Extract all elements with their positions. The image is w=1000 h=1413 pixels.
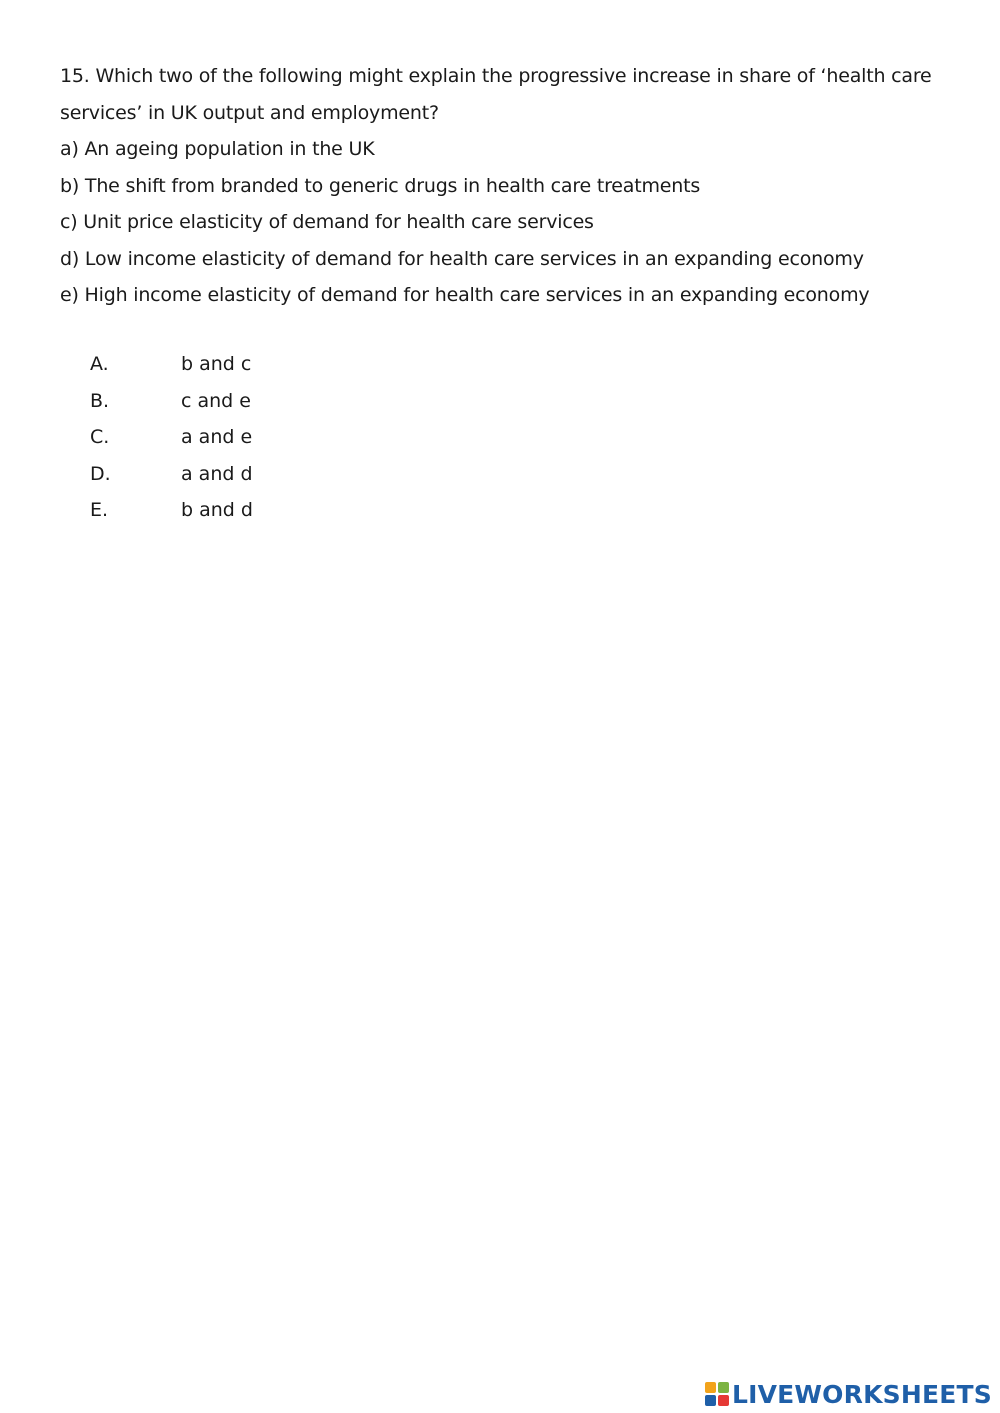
logo-square	[705, 1382, 716, 1393]
answer-letter: D.	[90, 462, 111, 485]
statement-e: e) High income elasticity of demand for health care services in an expanding economy	[60, 284, 870, 306]
answer-option-d[interactable]	[90, 456, 253, 493]
answer-letter: A.	[90, 353, 109, 375]
question-text-line-1: 15. Which two of the following might explain the progressive increase in share of ‘health care	[60, 65, 932, 87]
logo-square	[718, 1395, 729, 1406]
statement-c: c) Unit price elasticity of demand for health care services	[60, 211, 594, 233]
statement-b: b) The shift from branded to generic drugs in health care treatments	[60, 174, 701, 197]
answer-letter: E.	[90, 499, 109, 522]
logo-square	[705, 1395, 716, 1406]
answer-options	[90, 346, 253, 529]
worksheet	[60, 58, 940, 314]
answer-text: a and e	[181, 426, 253, 449]
answer-option-a[interactable]	[90, 346, 253, 383]
answer-letter: C.	[90, 426, 110, 449]
answer-text: b and c	[181, 353, 252, 375]
statement-a: a) An ageing population in the UK	[60, 138, 375, 160]
statement-d: d) Low income elasticity of demand for health care services in an expanding economy	[60, 247, 864, 270]
answer-text: a and d	[181, 462, 253, 485]
question-text-line-2: services’ in UK output and employment?	[60, 101, 439, 124]
answer-option-b[interactable]	[90, 383, 253, 420]
answer-text: b and d	[181, 499, 253, 522]
answer-letter: B.	[90, 389, 110, 412]
answer-option-c[interactable]	[90, 419, 253, 456]
answer-text: c and e	[181, 389, 251, 412]
brand-watermark	[705, 1377, 992, 1411]
liveworksheets-logo-icon	[705, 1382, 729, 1406]
brand-name: LIVEWORKSHEETS	[731, 1379, 992, 1409]
logo-square	[718, 1382, 729, 1393]
answer-option-e[interactable]	[90, 492, 253, 529]
